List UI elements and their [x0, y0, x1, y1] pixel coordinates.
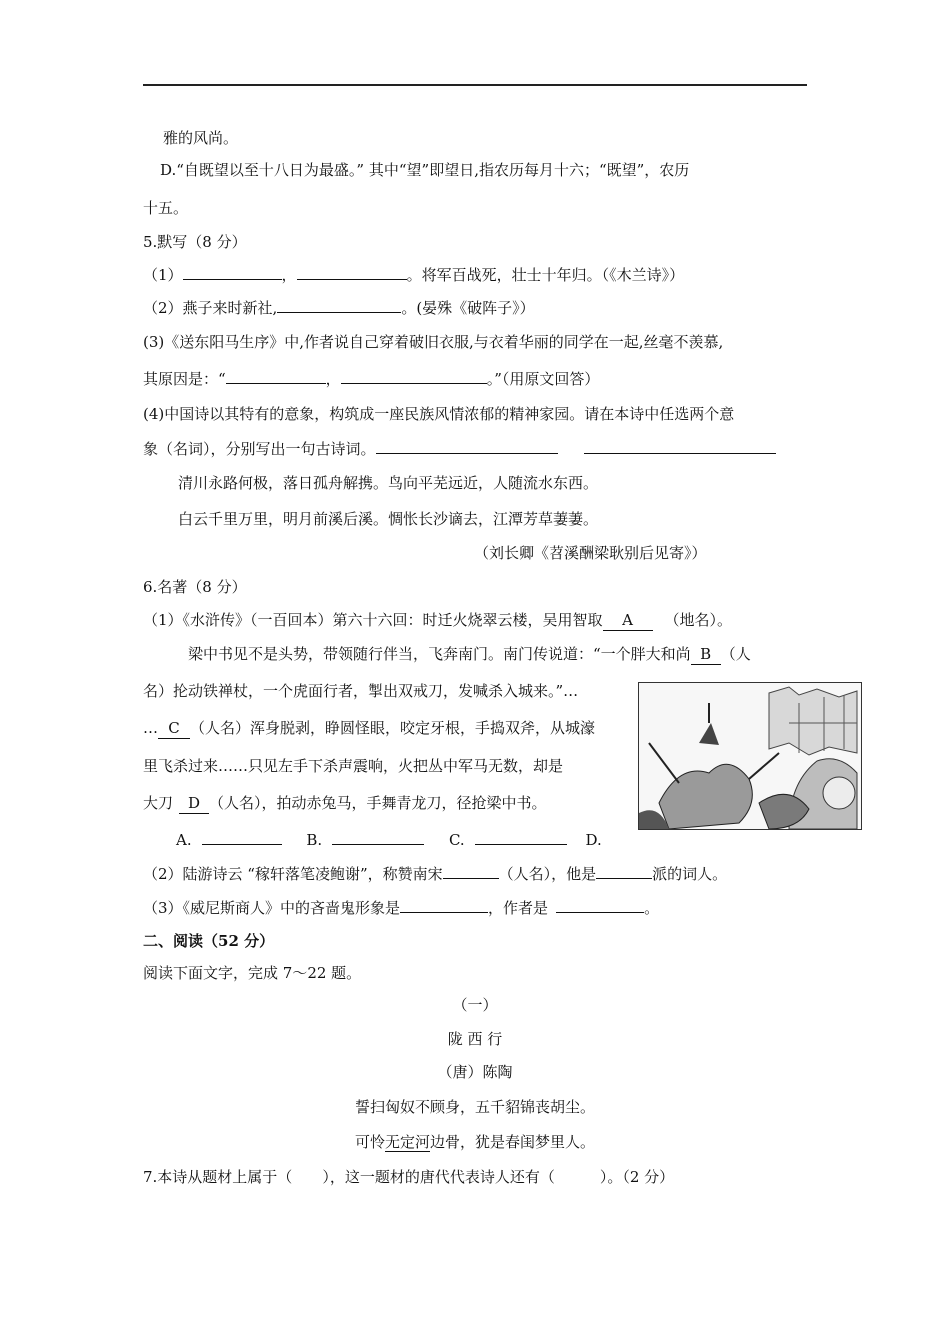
q5-item-3-cont: 其原因是：“ ， 。”（用原文回答）: [143, 370, 600, 388]
answer-blank[interactable]: [226, 369, 326, 384]
text-line: 十五。: [143, 199, 189, 217]
section-intro: 阅读下面文字，完成 7～22 题。: [143, 964, 362, 982]
header-rule: [143, 84, 807, 86]
answer-blank[interactable]: [277, 298, 401, 313]
text-line: D.“自既望以至十八日为最盛。” 其中“望”即望日,指农历每月十六；“既望”，农历: [160, 161, 690, 179]
passage-line: 里飞杀过来……只见左手下杀声震响，火把丛中军马无数，却是: [143, 757, 564, 775]
answer-blank[interactable]: [443, 864, 499, 879]
answer-blank[interactable]: [376, 439, 558, 454]
q5-title: 5.默写（8 分）: [143, 233, 247, 251]
passage-line: 梁中书见不是头势，带领随行伴当，飞奔南门。南门传说道：“一个胖大和尚 B （人: [188, 645, 751, 663]
passage-line: 名）抡动铁禅杖，一个虎面行者，掣出双戒刀，发喊杀入城来。”…: [143, 682, 579, 700]
q5-item-1: （1） ， 。将军百战死，壮士十年归。（《木兰诗》）: [143, 266, 685, 284]
poem-source: （刘长卿《苕溪酬梁耿别后见寄》）: [474, 544, 707, 562]
answer-blank[interactable]: [556, 898, 644, 913]
answer-blank-d[interactable]: D: [179, 793, 209, 814]
poem-title: 陇 西 行: [447, 1030, 503, 1048]
poem-line: 誓扫匈奴不顾身，五千貂锦丧胡尘。: [354, 1098, 595, 1116]
answer-blank[interactable]: [400, 898, 488, 913]
answer-blank-a[interactable]: A: [603, 610, 653, 631]
answer-blank-c[interactable]: C: [158, 718, 190, 739]
q5-item-3: (3)《送东阳马生序》中,作者说自己穿着破旧衣服,与衣着华丽的同学在一起,丝毫不羡慕,: [143, 333, 724, 351]
part-number: （一）: [452, 996, 498, 1014]
answer-blank[interactable]: [475, 830, 567, 845]
q7: 7.本诗从题材上属于（ ），这一题材的唐代代表诗人还有（ ）。（2 分）: [143, 1168, 675, 1186]
answer-blank[interactable]: [202, 830, 282, 845]
q6-item-2: （2）陆游诗云 “稼轩落笔凌鲍谢”，称赞南宋 （人名），他是 派的词人。: [143, 865, 728, 883]
answer-blank[interactable]: [584, 439, 776, 454]
q6-item-3: （3）《威尼斯商人》中的吝啬鬼形象是 ，作者是 。: [143, 899, 660, 917]
answer-blank[interactable]: [341, 369, 487, 384]
q5-item-4-cont: 象（名词），分别写出一句古诗词。: [143, 439, 776, 459]
illustration: [638, 682, 862, 830]
q6-title: 6.名著（8 分）: [143, 578, 247, 596]
passage-line: … C （人名）浑身脱剥，睁圆怪眼，咬定牙根，手捣双斧，从城濠: [143, 719, 596, 737]
poem-author: （唐）陈陶: [437, 1063, 513, 1081]
answer-blank[interactable]: [596, 864, 652, 879]
answer-blank-b[interactable]: B: [691, 644, 721, 665]
passage-line: 大刀 D （人名），拍动赤兔马，手舞青龙刀，径抢梁中书。: [143, 794, 547, 812]
q5-item-2: （2）燕子来时新社, 。(晏殊《破阵子》）: [143, 299, 535, 317]
answer-blank[interactable]: [183, 265, 282, 280]
answer-blank[interactable]: [297, 265, 407, 280]
poem-line: 可怜无定河边骨，犹是春闺梦里人。: [354, 1133, 596, 1151]
underlined-term: 无定河: [384, 1133, 430, 1151]
q6-options: A. B. C. D.: [176, 831, 602, 849]
poem-line: 白云千里万里，明月前溪后溪。惆怅长沙谪去，江潭芳草萋萋。: [178, 510, 599, 528]
battle-scene-illustration: [639, 683, 861, 829]
q5-item-4: (4)中国诗以其特有的意象，构筑成一座民族风情浓郁的精神家园。请在本诗中任选两个意: [143, 405, 735, 423]
poem-line: 清川永路何极，落日孤舟解携。鸟向平芜远近，人随流水东西。: [178, 474, 599, 492]
answer-blank[interactable]: [332, 830, 424, 845]
q6-item-1: （1）《水浒传》（一百回本）第六十六回：时迁火烧翠云楼，吴用智取 A （地名）。: [143, 611, 733, 629]
text-line: 雅的风尚。: [163, 129, 239, 147]
section-title: 二、阅读（52 分）: [143, 932, 275, 950]
